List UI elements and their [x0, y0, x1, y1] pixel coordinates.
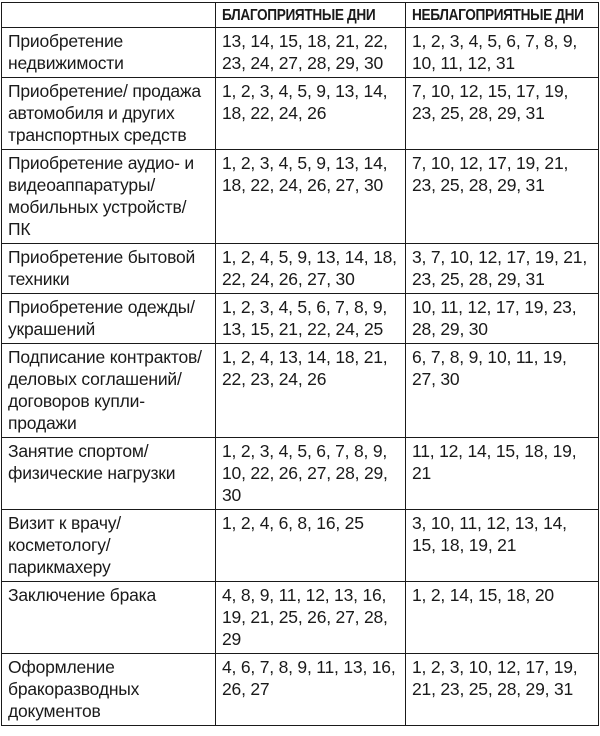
- activity-cell: Занятие спортом/ физические нагрузки: [2, 438, 216, 510]
- unfavorable-days-cell: 1, 2, 3, 10, 12, 17, 19, 21, 23, 25, 28, 29, 31: [406, 654, 599, 726]
- table-row: [2, 510, 599, 582]
- activity-cell: Подписание контрактов/деловых соглашений/договоров купли-продажи: [2, 344, 216, 438]
- header-unfavorable-days: НЕБЛАГОПРИЯТНЫЕ ДНИ: [406, 3, 599, 28]
- favorable-days-cell: 1, 2, 4, 6, 8, 16, 25: [216, 510, 406, 582]
- header-row: [2, 3, 599, 28]
- favorable-days-cell: 4, 8, 9, 11, 12, 13, 16, 19, 21, 25, 26, 27, 28, 29: [216, 582, 406, 654]
- activity-cell: Приобретение одежды/украшений: [2, 294, 216, 344]
- header-favorable-days: БЛАГОПРИЯТНЫЕ ДНИ: [216, 3, 406, 28]
- table-row: [2, 294, 599, 344]
- unfavorable-days-cell: 11, 12, 14, 15, 18, 19, 21: [406, 438, 599, 510]
- unfavorable-days-cell: 3, 7, 10, 12, 17, 19, 21, 23, 25, 28, 29, 31: [406, 244, 599, 294]
- table-row: [2, 150, 599, 244]
- favorable-days-table: [1, 2, 599, 726]
- favorable-days-cell: 1, 2, 3, 4, 5, 9, 13, 14, 18, 22, 24, 26, 27, 30: [216, 150, 406, 244]
- unfavorable-days-cell: 1, 2, 14, 15, 18, 20: [406, 582, 599, 654]
- table-row: [2, 654, 599, 726]
- favorable-days-cell: 1, 2, 3, 4, 5, 6, 7, 8, 9, 10, 22, 26, 27, 28, 29, 30: [216, 438, 406, 510]
- table-row: [2, 78, 599, 150]
- favorable-days-cell: 1, 2, 4, 13, 14, 18, 21, 22, 23, 24, 26: [216, 344, 406, 438]
- favorable-days-cell: 4, 6, 7, 8, 9, 11, 13, 16, 26, 27: [216, 654, 406, 726]
- activity-cell: Заключение брака: [2, 582, 216, 654]
- favorable-days-cell: 1, 2, 4, 5, 9, 13, 14, 18, 22, 24, 26, 27, 30: [216, 244, 406, 294]
- table-row: [2, 244, 599, 294]
- table-row: [2, 438, 599, 510]
- header-activity: [2, 3, 216, 28]
- activity-cell: Приобретение аудио- и видеоаппаратуры/ мобильных устройств/ ПК: [2, 150, 216, 244]
- unfavorable-days-cell: 7, 10, 12, 17, 19, 21, 23, 25, 28, 29, 31: [406, 150, 599, 244]
- favorable-days-cell: 13, 14, 15, 18, 21, 22, 23, 24, 27, 28, 29, 30: [216, 28, 406, 78]
- unfavorable-days-cell: 1, 2, 3, 4, 5, 6, 7, 8, 9, 10, 11, 12, 31: [406, 28, 599, 78]
- activity-cell: Визит к врачу/ косметологу/ парикмахеру: [2, 510, 216, 582]
- unfavorable-days-cell: 10, 11, 12, 17, 19, 23, 28, 29, 30: [406, 294, 599, 344]
- table-row: [2, 344, 599, 438]
- unfavorable-days-cell: 3, 10, 11, 12, 13, 14, 15, 18, 19, 21: [406, 510, 599, 582]
- activity-cell: Приобретение/ продажа автомобиля и других транспортных средств: [2, 78, 216, 150]
- unfavorable-days-cell: 7, 10, 12, 15, 17, 19, 23, 25, 28, 29, 31: [406, 78, 599, 150]
- unfavorable-days-cell: 6, 7, 8, 9, 10, 11, 19, 27, 30: [406, 344, 599, 438]
- activity-cell: Приобретение бытовой техники: [2, 244, 216, 294]
- activity-cell: Приобретение недвижимости: [2, 28, 216, 78]
- table-row: [2, 28, 599, 78]
- favorable-days-cell: 1, 2, 3, 4, 5, 6, 7, 8, 9, 13, 15, 21, 22, 24, 25: [216, 294, 406, 344]
- table-row: [2, 582, 599, 654]
- activity-cell: Оформление бракоразводных документов: [2, 654, 216, 726]
- favorable-days-cell: 1, 2, 3, 4, 5, 9, 13, 14, 18, 22, 24, 26: [216, 78, 406, 150]
